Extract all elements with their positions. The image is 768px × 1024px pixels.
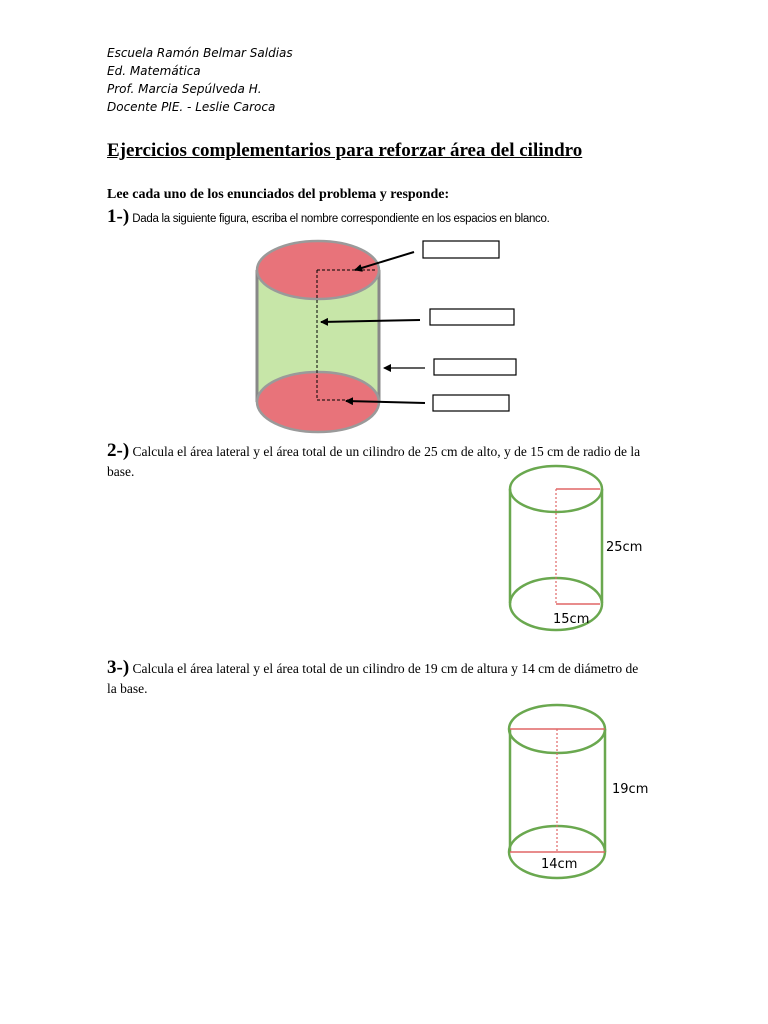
cylinder-figure-1 xyxy=(257,241,516,432)
worksheet-title: Ejercicios complementarios para reforzar área del cilindro xyxy=(107,140,583,161)
question-2-number: 2-) xyxy=(107,440,130,461)
pie-teacher-name: Docente PIE. - Leslie Caroca xyxy=(107,100,276,114)
question-3-number: 3-) xyxy=(107,657,130,678)
cylinder-3-diameter-label: 14cm xyxy=(541,857,578,872)
answer-box-4[interactable] xyxy=(433,395,509,411)
cylinder-figure-3 xyxy=(509,705,648,878)
instruction: Lee cada uno de los enunciados del problema y responde: xyxy=(107,187,450,202)
answer-box-2[interactable] xyxy=(430,309,514,325)
answer-box-3[interactable] xyxy=(434,359,516,375)
question-1-number: 1-) xyxy=(107,206,130,227)
cylinder-2-height-label: 25cm xyxy=(606,540,643,555)
question-3-text: Calcula el área lateral y el área total de un cilindro de 19 cm de altura y 14 cm de diámetro de la base. xyxy=(107,661,639,696)
question-2-text: Calcula el área lateral y el área total de un cilindro de 25 cm de alto, y de 15 cm de radio de la base. xyxy=(107,444,641,479)
cylinder-3-height-label: 19cm xyxy=(612,782,649,797)
cylinder-2-radius-label: 15cm xyxy=(553,612,590,627)
cylinder-figure-2 xyxy=(510,466,642,630)
answer-box-1[interactable] xyxy=(423,241,499,258)
school-name: Escuela Ramón Belmar Saldias xyxy=(107,46,293,60)
subject: Ed. Matemática xyxy=(107,64,201,78)
question-1-text: Dada la siguiente figura, escriba el nombre correspondiente en los espacios en blanco. xyxy=(132,213,550,225)
teacher-name: Prof. Marcia Sepúlveda H. xyxy=(107,82,262,96)
